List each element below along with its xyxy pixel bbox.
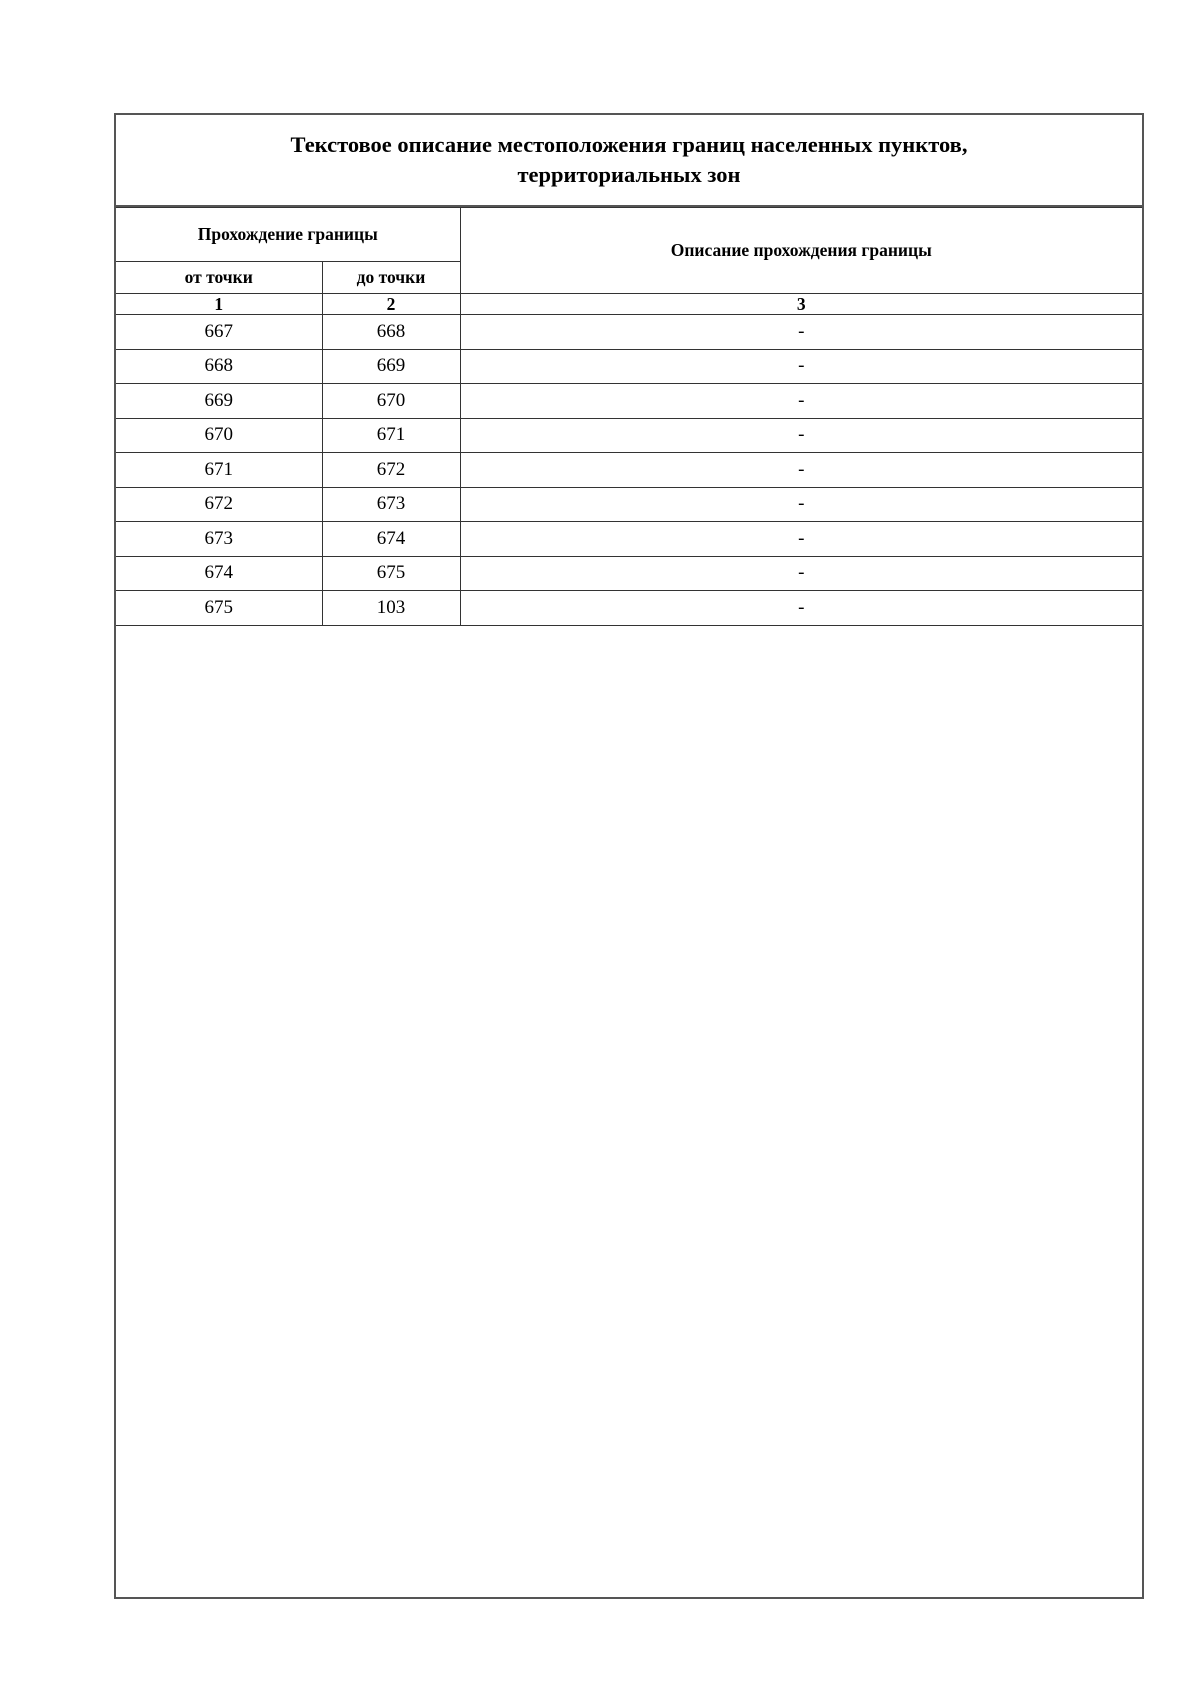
- cell-description: -: [460, 349, 1142, 384]
- cell-to: 675: [322, 556, 460, 591]
- table-row: [116, 384, 1142, 419]
- cell-description: -: [460, 453, 1142, 488]
- column-number-3: 3: [460, 294, 1142, 315]
- cell-description: -: [460, 556, 1142, 591]
- cell-from: 667: [116, 315, 322, 350]
- cell-description: -: [460, 591, 1142, 626]
- header-to-point: до точки: [322, 262, 460, 294]
- cell-to: 672: [322, 453, 460, 488]
- column-number-2: 2: [322, 294, 460, 315]
- table-row: [116, 522, 1142, 557]
- table-row: [116, 591, 1142, 626]
- table-row: [116, 556, 1142, 591]
- cell-from: 673: [116, 522, 322, 557]
- cell-from: 675: [116, 591, 322, 626]
- cell-description: -: [460, 487, 1142, 522]
- table-row: [116, 418, 1142, 453]
- cell-description: -: [460, 384, 1142, 419]
- header-boundary-passage: Прохождение границы: [116, 208, 460, 262]
- boundary-table: [116, 207, 1142, 626]
- header-description: Описание прохождения границы: [460, 208, 1142, 294]
- document-title-line-2: территориальных зон: [517, 162, 741, 187]
- document-title: [116, 115, 1142, 207]
- cell-from: 674: [116, 556, 322, 591]
- header-from-point: от точки: [116, 262, 322, 294]
- cell-to: 674: [322, 522, 460, 557]
- document-frame: [114, 113, 1144, 1599]
- cell-to: 103: [322, 591, 460, 626]
- cell-from: 672: [116, 487, 322, 522]
- cell-to: 670: [322, 384, 460, 419]
- column-number-1: 1: [116, 294, 322, 315]
- cell-to: 668: [322, 315, 460, 350]
- table-row: [116, 453, 1142, 488]
- cell-description: -: [460, 315, 1142, 350]
- cell-description: -: [460, 522, 1142, 557]
- document-title-line-1: Текстовое описание местоположения границ населенных пунктов,: [290, 132, 968, 157]
- table-row: [116, 487, 1142, 522]
- cell-description: -: [460, 418, 1142, 453]
- cell-to: 669: [322, 349, 460, 384]
- cell-from: 668: [116, 349, 322, 384]
- cell-from: 671: [116, 453, 322, 488]
- cell-to: 671: [322, 418, 460, 453]
- table-row: [116, 315, 1142, 350]
- cell-from: 670: [116, 418, 322, 453]
- cell-to: 673: [322, 487, 460, 522]
- cell-from: 669: [116, 384, 322, 419]
- table-row: [116, 349, 1142, 384]
